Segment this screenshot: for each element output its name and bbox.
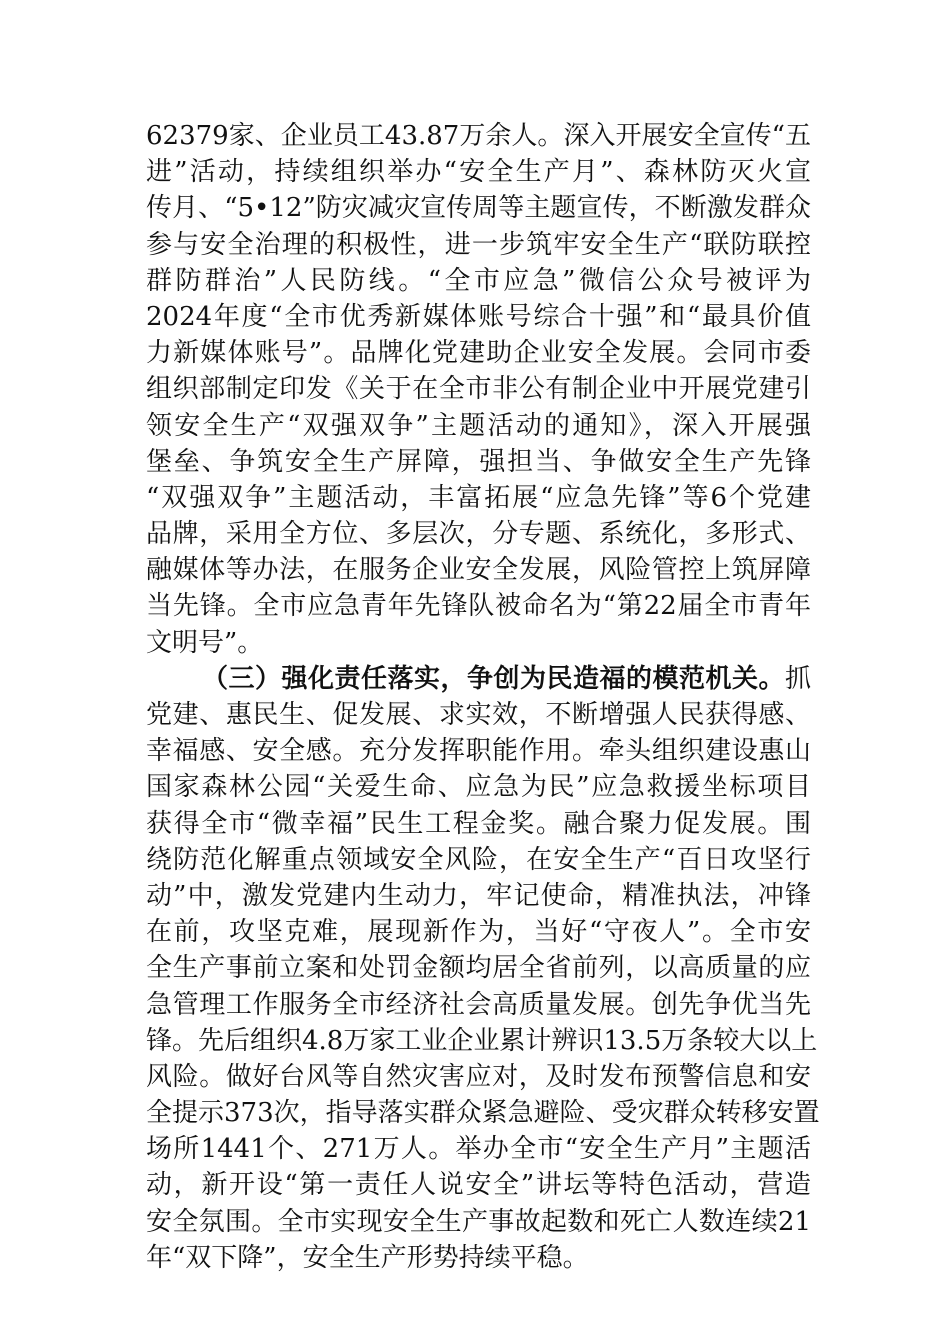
text-line: 动”中，激发党建内生动力，牢记使命，精准执法，冲锋 [146, 880, 811, 911]
paragraph-2 [146, 661, 820, 1276]
text-line: 当先锋。全市应急青年先锋队被命名为“第22届全市青年 [146, 591, 811, 622]
text-line: 全生产事前立案和处罚金额均居全省前列，以高质量的应 [146, 953, 811, 984]
text-line: 群防群治”人民防线。“全市应急”微信公众号被评为 [146, 265, 811, 296]
text-line: 堡垒、争筑安全生产屏障，强担当、争做安全生产先锋 [146, 446, 811, 477]
text-line: 文明号”。 [146, 627, 264, 658]
text-line: 进”活动，持续组织举办“安全生产月”、森林防灭火宣 [146, 157, 811, 188]
text-line: 2024年度“全市优秀新媒体账号综合十强”和“最具价值 [146, 301, 811, 332]
paragraph-1 [146, 118, 811, 661]
text-line: 获得全市“微幸福”民生工程金奖。融合聚力促发展。围 [146, 808, 811, 839]
text-line: “双强双争”主题活动，丰富拓展“应急先锋”等6个党建 [146, 482, 811, 513]
text-line: 在前，攻坚克难，展现新作为，当好“守夜人”。全市安 [146, 917, 811, 948]
text-line: 组织部制定印发《关于在全市非公有制企业中开展党建引 [146, 374, 811, 405]
text-line: 动，新开设“第一责任人说安全”讲坛等特色活动，营造 [146, 1170, 811, 1201]
text-line: 全提示373次，指导落实群众紧急避险、受灾群众转移安置 [146, 1098, 820, 1129]
text-fragment: 抓 [784, 663, 811, 694]
text-line: 幸福感、安全感。充分发挥职能作用。牵头组织建设惠山 [146, 736, 811, 767]
text-line: 绕防范化解重点领域安全风险，在安全生产“百日攻坚行 [146, 844, 811, 875]
text-line: 参与安全治理的积极性，进一步筑牢安全生产“联防联控 [146, 229, 811, 260]
section-heading-line [146, 661, 811, 697]
text-line: 急管理工作服务全市经济社会高质量发展。创先争优当先 [146, 989, 811, 1020]
text-line: 锋。先后组织4.8万家工业企业累计辨识13.5万条较大以上 [146, 1025, 818, 1056]
text-line: 力新媒体账号”。品牌化党建助企业安全发展。会同市委 [146, 338, 811, 369]
body-text [146, 118, 820, 1276]
text-line: 安全氛围。全市实现安全生产事故起数和死亡人数连续21 [146, 1206, 811, 1237]
text-line: 风险。做好台风等自然灾害应对，及时发布预警信息和安 [146, 1061, 811, 1092]
text-line: 62379家、企业员工43.87万余人。深入开展安全宣传“五 [146, 121, 811, 151]
text-line: 领安全生产“双强双争”主题活动的通知》，深入开展强 [146, 410, 811, 441]
text-line: 年“双下降”，安全生产形势持续平稳。 [146, 1242, 589, 1273]
text-line: 国家森林公园“关爱生命、应急为民”应急救援坐标项目 [146, 772, 811, 803]
text-line: 传月、“5•12”防灾减灾宣传周等主题宣传，不断激发群众 [146, 193, 811, 224]
text-line: 党建、惠民生、促发展、求实效，不断增强人民获得感、 [146, 700, 811, 730]
text-line: 品牌，采用全方位、多层次，分专题、系统化，多形式、 [146, 519, 811, 550]
text-line: 融媒体等办法，在服务企业安全发展，风险管控上筑屏障 [146, 555, 811, 586]
section-heading: （三）强化责任落实，争创为民造福的模范机关。 [202, 663, 785, 694]
text-line: 场所1441个、271万人。举办全市“安全生产月”主题活 [146, 1134, 811, 1165]
